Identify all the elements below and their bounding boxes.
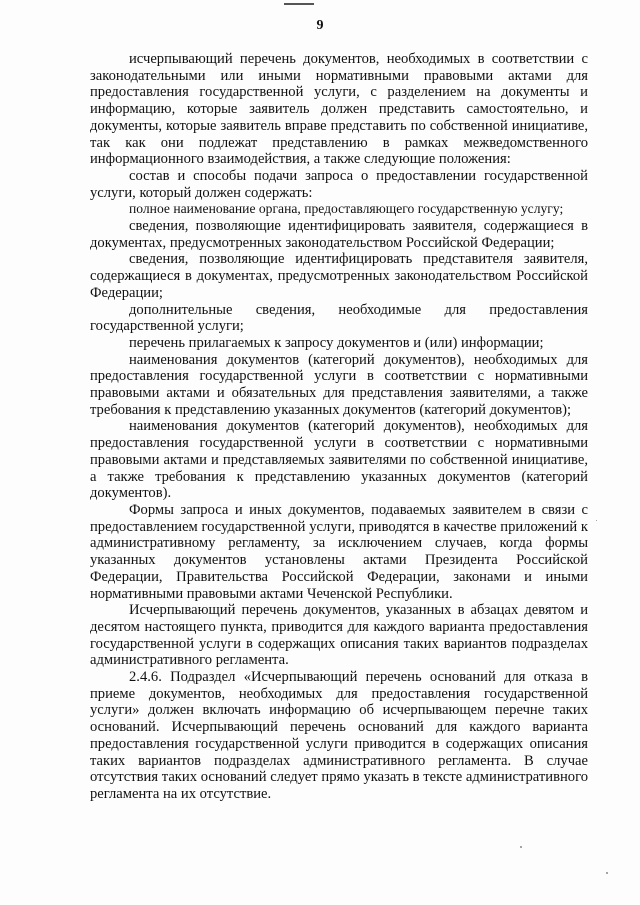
- scan-speck: [596, 520, 597, 521]
- paragraph-document-list: исчерпывающий перечень документов, необходимых в соответствии с законодательными или иными нормативными правовыми актами для предоставления государственной услуги, с разделением на документы и информацию, которые заявитель должен представить самостоятельно, и документы, которые заявитель вправе представить по собственной инициативе, так как они подлежат представлению в рамках межведомственного информационного взаимодействия, а также следующие положения:: [90, 51, 588, 168]
- page-number: 9: [316, 18, 324, 33]
- paragraph-section-2-4-6: 2.4.6. Подраздел «Исчерпывающий перечень оснований для отказа в приеме документов, необходимых для предоставления государственной услуги» должен включать информацию об исчерпывающем перечне таких оснований. Исчерпывающий перечень оснований для каждого варианта предоставления государственной услуги приводится в содержащих описания таких вариантов подразделах административного регламента. В случае отсутствия таких оснований следует прямо указать в тексте административного регламента на их отсутствие.: [90, 669, 588, 802]
- paragraph-exhaustive-list: Исчерпывающий перечень документов, указанных в абзацах девятом и десятом настоящего пункта, приводится для каждого варианта предоставления государственной услуги в содержащих описания таких вариантов подразделах административного регламента.: [90, 602, 588, 669]
- scan-speck: [606, 872, 608, 874]
- paragraph-applicant-identification: сведения, позволяющие идентифицировать заявителя, содержащиеся в документах, предусмотренных законодательством Российской Федерации;: [90, 218, 588, 251]
- paragraph-attached-documents: перечень прилагаемых к запросу документов и (или) информации;: [129, 334, 544, 351]
- paragraph-additional-info: дополнительные сведения, необходимые для предоставления государственной услуги;: [90, 301, 588, 335]
- paragraph-authority-name: полное наименование органа, предоставляющего государственную услугу;: [129, 201, 564, 217]
- top-scan-mark: [284, 3, 314, 5]
- paragraph-request-composition: состав и способы подачи запроса о предоставлении государственной услуги, который должен содержать:: [90, 167, 588, 201]
- body-text: [90, 51, 588, 803]
- scan-speck: [520, 846, 522, 848]
- paragraph-mandatory-documents: наименования документов (категорий документов), необходимых для предоставления государственной услуги в соответствии с нормативными правовыми актами и обязательных для представления заявителями, а также требования к представлению указанных документов (категорий документов);: [90, 351, 588, 418]
- paragraph-request-forms: Формы запроса и иных документов, подаваемых заявителем в связи с предоставлением государственной услуги, приводятся в качестве приложений к административному регламенту, за исключением случаев, когда формы указанных документов установлены актами Президента Российской Федерации, Правительства Российской Федерации, законами и иными нормативными правовыми актами Чеченской Республики.: [90, 501, 588, 602]
- paragraph-optional-documents: наименования документов (категорий документов), необходимых для предоставления государственной услуги в соответствии с нормативными правовыми актами и представляемых заявителями по собственной инициативе, а также требования к представлению указанных документов (категорий документов).: [90, 418, 588, 502]
- paragraph-representative-identification: сведения, позволяющие идентифицировать представителя заявителя, содержащиеся в документах, предусмотренных законодательством Российской Федерации;: [90, 251, 588, 301]
